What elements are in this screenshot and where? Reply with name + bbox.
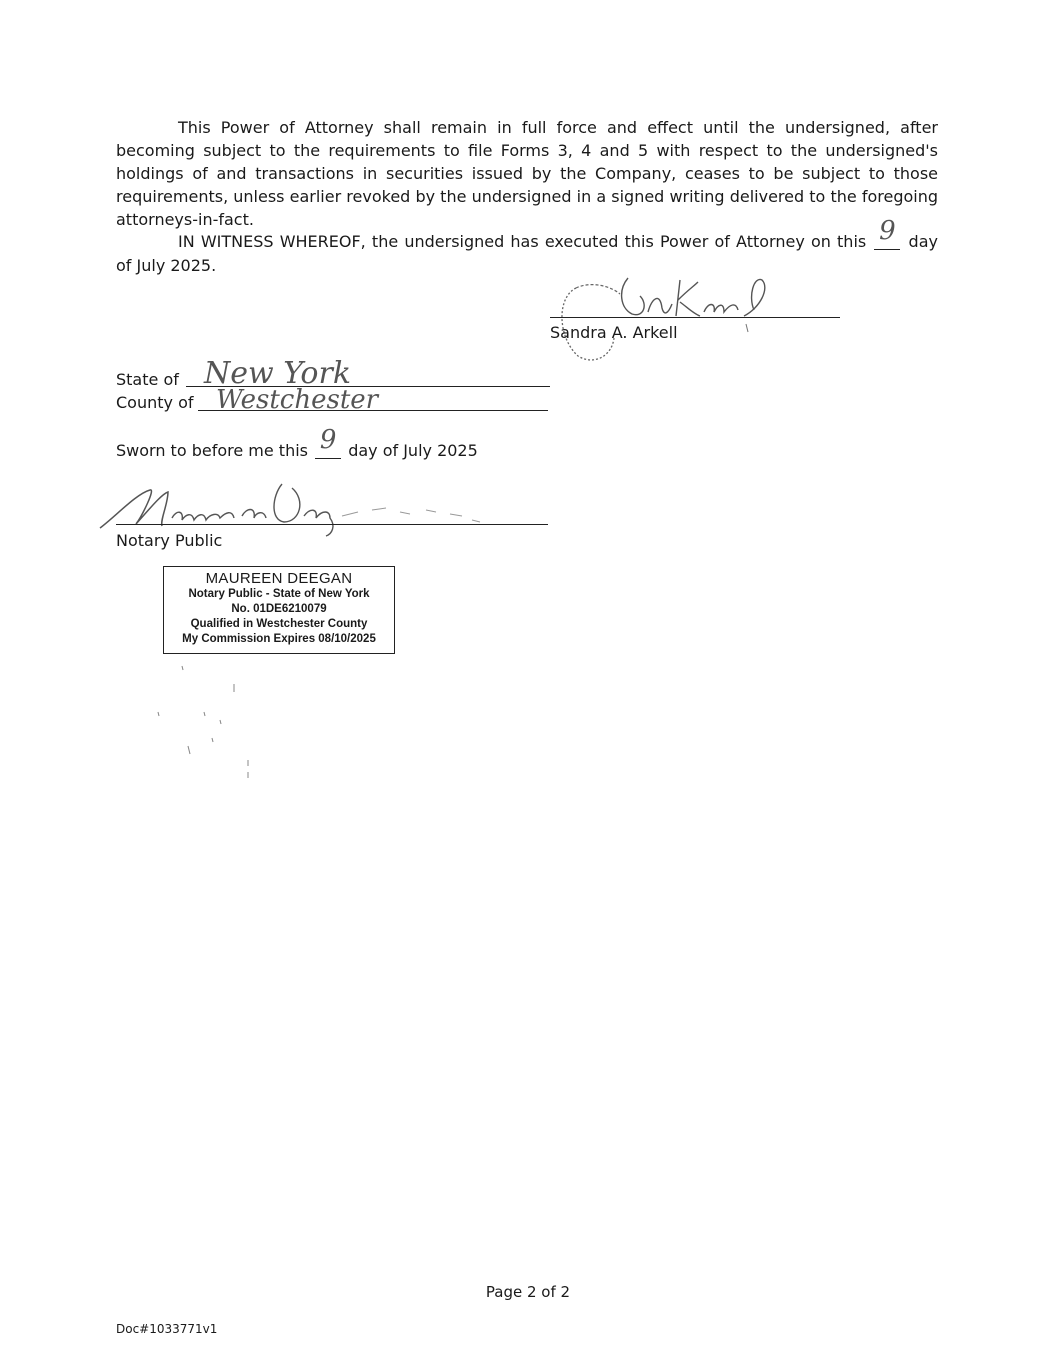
sworn-statement — [116, 425, 478, 461]
witness-day-field — [874, 216, 900, 250]
stamp-line-1: Notary Public - State of New York — [188, 588, 370, 600]
sworn-day-handwritten: 9 — [319, 425, 337, 455]
body-paragraph-witness — [116, 216, 938, 278]
stamp-line-3: Qualified in Westchester County — [190, 618, 368, 630]
page-number: Page 2 of 2 — [485, 1283, 571, 1301]
state-label: State of — [116, 370, 179, 389]
stamp-name: MAUREEN DEEGAN — [205, 570, 353, 587]
body-paragraph-duration: This Power of Attorney shall remain in full force and effect until the undersigned, after becoming subject to the requirements to file Forms 3, 4 and 5 with respect to the undersigned's holdings of and transactions in securities issued by the Company, ceases to be subject to those requirements, unless earlier revoked by the undersigned in a signed writing delivered to the foregoing attorneys-in-fact. — [116, 118, 938, 229]
stamp-line-2: No. 01DE6210079 — [231, 603, 327, 615]
stamp-line-4: My Commission Expires 08/10/2025 — [182, 633, 376, 645]
state-value-handwritten: New York — [204, 356, 351, 391]
signer-signature-line — [550, 317, 840, 318]
sworn-text-after: day of July 2025 — [348, 441, 478, 460]
witness-text-before: IN WITNESS WHEREOF, the undersigned has executed this Power of Attorney on this — [178, 232, 867, 251]
county-value-handwritten: Westchester — [216, 385, 379, 415]
county-label: County of — [116, 393, 194, 412]
witness-text-after: day of July 2025. — [116, 232, 938, 275]
notary-stamp — [163, 566, 395, 654]
sworn-day-field — [315, 425, 341, 459]
notary-signature-line — [116, 524, 548, 525]
notary-signature-icon — [96, 476, 496, 536]
notary-public-label: Notary Public — [116, 531, 223, 550]
witness-day-handwritten: 9 — [879, 216, 896, 246]
sworn-text-before: Sworn to before me this — [116, 441, 308, 460]
scan-specks-icon — [146, 660, 266, 780]
document-id: Doc#1033771v1 — [116, 1322, 218, 1336]
signer-name: Sandra A. Arkell — [550, 323, 678, 342]
